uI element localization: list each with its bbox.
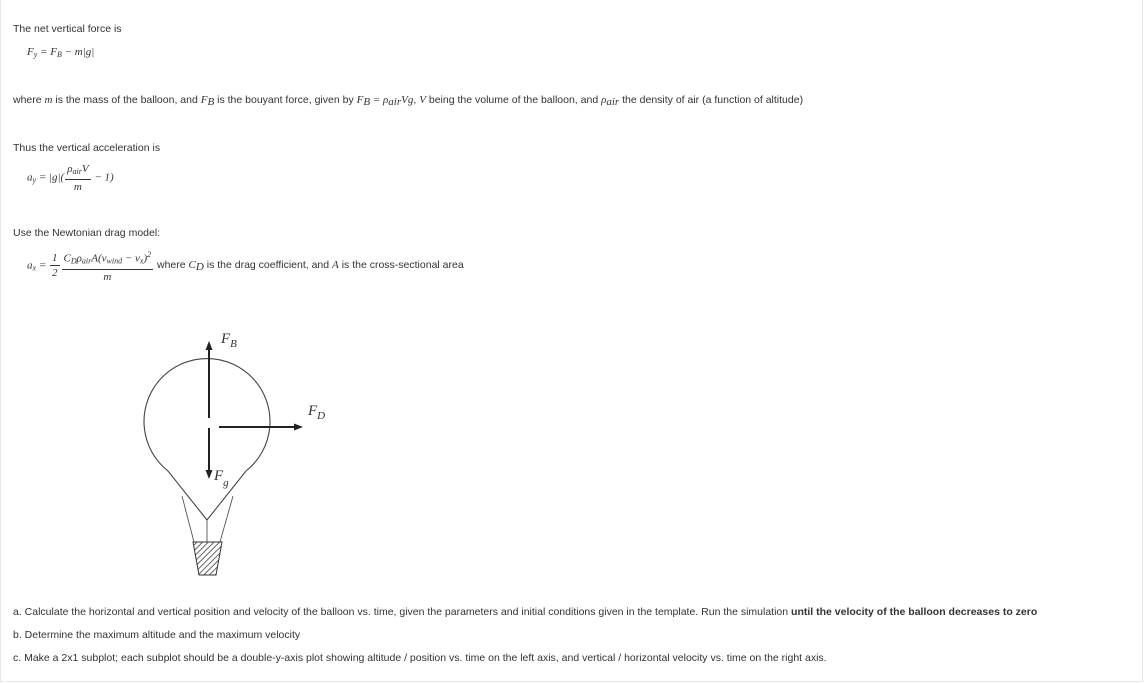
fraction-drag-over-m: $\frac{C_D\rho_{air}A(v_{wind} - v_x)^2}{m}$ — [63, 250, 152, 283]
intro-force-text: The net vertical force is — [13, 23, 122, 35]
equation-net-force: $F_y = F_B - m|g|$ — [27, 46, 95, 59]
intro-drag-text: Use the Newtonian drag model: — [13, 227, 161, 239]
intro-accel-text: Thus the vertical acceleration is — [13, 142, 161, 154]
balloon-rope-right — [220, 496, 233, 542]
arrowhead-gravity — [206, 470, 213, 479]
balloon-basket — [193, 542, 222, 575]
balloon-rope-left — [182, 496, 194, 542]
fraction-one-half: $\frac{1}{2}$ — [52, 252, 58, 280]
task-c: c. Make a 2x1 subplot; each subplot should be a double-y-axis plot showing altitude / position vs. time on the left axis, and vertical / horizontal velocity vs. time on the right axis. — [13, 652, 827, 664]
label-fd: $F_D$ — [308, 403, 326, 422]
balloon-envelope — [144, 359, 270, 520]
equation-vertical-accel: $a_y = |g|$( $\frac{\rho_{air}V}{m}$ − 1) — [27, 163, 114, 193]
equation-horizontal-accel: $a_x$ = $\frac{1}{2}$ $\frac{C_D\rho_{air}A(v_{wind} - v_x)^2}{m}$ — [27, 250, 152, 283]
task-b: b. Determine the maximum altitude and the maximum velocity — [13, 629, 301, 641]
buoyancy-description: where m is the mass of the balloon, and $F_B$ is the bouyant force, given by $F_B = \rho_{air}Vg$, V being the volume of the balloon, and $\rho_{air}$ the density of air (a function of altitude) — [13, 94, 804, 108]
label-fg: $F_g$ — [214, 468, 229, 489]
balloon-force-diagram — [130, 320, 350, 580]
arrowhead-buoyant — [206, 341, 213, 350]
fraction-rho-v-over-m: $\frac{\rho_{air}V}{m}$ — [67, 163, 89, 193]
task-a: a. Calculate the horizontal and vertical position and velocity of the balloon vs. time, given the parameters and initial conditions given in the template. Run the simulation until the velocity of the balloon decreases to zero — [13, 606, 1038, 618]
arrowhead-drag — [294, 424, 303, 431]
drag-description: where $C_D$ is the drag coefficient, and A is the cross-sectional area — [157, 259, 464, 273]
label-fb: $F_B$ — [221, 331, 237, 350]
